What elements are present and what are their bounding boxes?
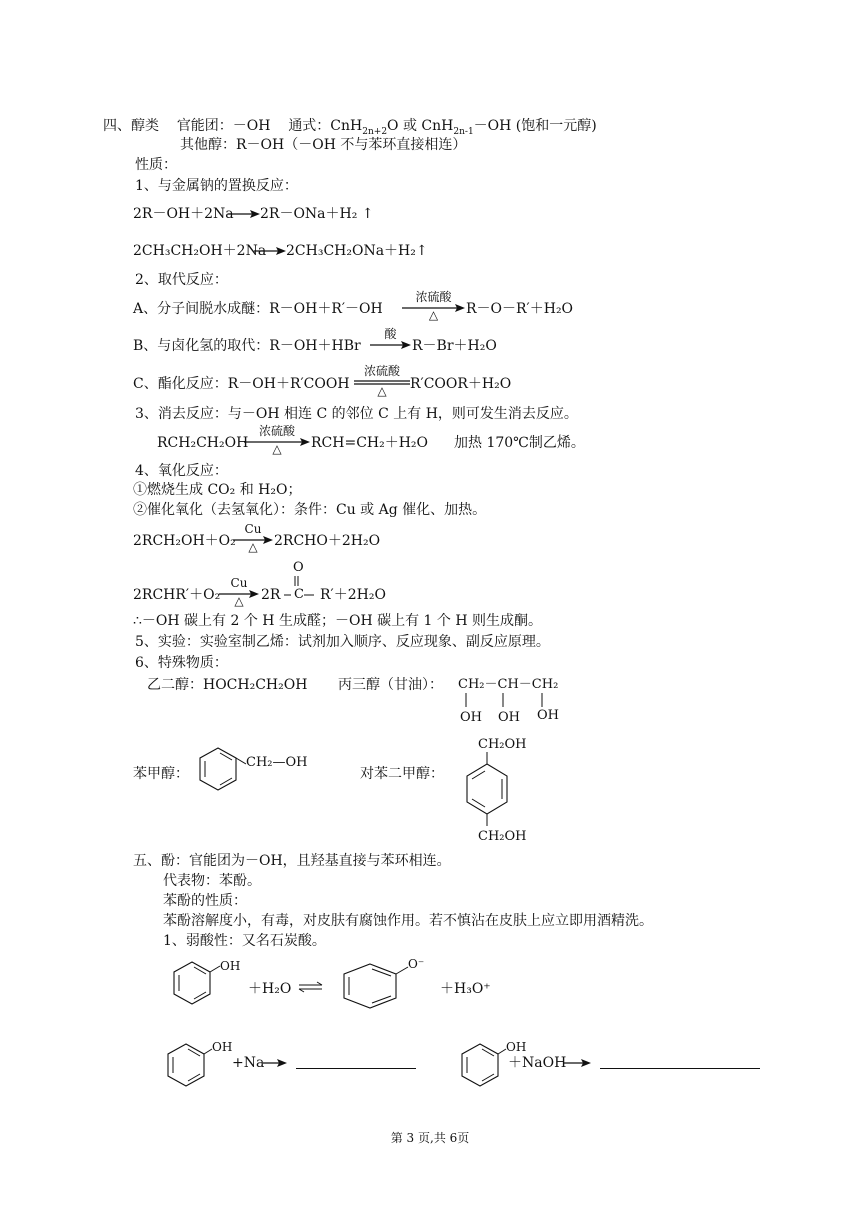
oxidation-2-left: 2RCHR′＋O₂ (133, 587, 221, 603)
phenol-properties-title: 苯酚的性质： (163, 893, 247, 909)
glycerol-bonds (458, 693, 568, 709)
eq2-left: 2CH₃CH₂OH＋2Na (133, 243, 267, 259)
page-footer: 第 3 页,共 6页 (390, 1131, 470, 1145)
glycerol-label: 丙三醇（甘油）： (338, 677, 443, 693)
phenol-ring-icon (460, 1040, 510, 1090)
oxidation-2-heat: △ (234, 594, 244, 608)
oxidation-2-catalyst: Cu (230, 576, 248, 590)
general-formula: 通式：CnH$_{2n+2}$O 或 CnH$_{2n-1}$－OH (饱和一元醇) (288, 118, 597, 137)
sodium-arrow (263, 1059, 287, 1067)
carbonyl-oxygen: O (293, 560, 304, 575)
naoh-arrow (563, 1059, 591, 1067)
plus-sodium: +Na (232, 1055, 265, 1071)
benzyl-group: CH₂—OH (246, 755, 308, 770)
oxidation-conclusion: ∴－OH 碳上有 2 个 H 生成醛；－OH 碳上有 1 个 H 则生成酮。 (133, 613, 543, 629)
functional-group: 官能团：－OH (176, 118, 271, 134)
p-xylylene-top-group: CH₂OH (478, 737, 527, 752)
phenol-oh-2: OH (212, 1040, 233, 1054)
phenol-oh-3: OH (506, 1040, 527, 1054)
reaction-c-heat: △ (377, 384, 387, 398)
glycerol-oh-1: OH (460, 710, 482, 725)
reaction-a-right: R－O－R′＋H₂O (466, 301, 574, 317)
plus-hydronium: ＋H₃O⁺ (440, 981, 491, 997)
reaction-4-item2: ②催化氧化（去氢氧化）：条件：Cu 或 Ag 催化、加热。 (133, 502, 487, 518)
reaction-1-title: 1、与金属钠的置换反应： (135, 178, 298, 194)
oxidation-1-heat: △ (248, 540, 258, 554)
reaction-a-left: A、分子间脱水成醚：R－OH＋R′－OH (133, 301, 383, 317)
glycerol-oh-3: OH (537, 708, 559, 723)
phenol-ring-icon (166, 1040, 216, 1090)
reaction-b-condition: 酸 (384, 327, 397, 341)
glycerol-oh-2: OH (498, 710, 520, 725)
glycerol-chain: CH₂－CH－CH₂ (458, 677, 559, 692)
reaction-c-condition: 浓硫酸 (363, 364, 400, 378)
alcohol-heading: 四、醇类 (103, 118, 159, 134)
reaction-3-condition: 浓硫酸 (258, 424, 295, 438)
oxidation-1-left: 2RCH₂OH＋O₂ (133, 533, 236, 549)
reaction-a-condition: 浓硫酸 (415, 290, 452, 304)
reaction-3-left: RCH₂CH₂OH (157, 435, 249, 451)
oxidation-1-catalyst: Cu (244, 522, 262, 536)
reaction-3-right: RCH=CH₂＋H₂O (311, 435, 429, 451)
sodium-answer-blank[interactable] (296, 1068, 416, 1069)
naoh-answer-blank[interactable] (600, 1068, 760, 1069)
other-alcohol: 其他醇：R－OH（－OH 不与苯环直接相连） (180, 137, 467, 153)
reaction-c-left: C、酯化反应：R－OH＋R′COOH (133, 376, 350, 392)
eq2-arrow (254, 247, 286, 255)
oxidation-1-right: 2RCHO＋2H₂O (274, 533, 381, 549)
reaction-4-title: 4、氧化反应： (135, 463, 228, 479)
carbonyl-carbon: C (294, 587, 304, 602)
reaction-3-arrow (244, 424, 310, 456)
reaction-b-left: B、与卤化氢的取代：R－OH＋HBr (133, 338, 361, 354)
oxidation-2-right-a: 2R (261, 587, 281, 603)
eq2-right: 2CH₃CH₂ONa＋H₂↑ (286, 243, 428, 259)
reaction-3-heat: △ (272, 442, 282, 456)
properties-label: 性质： (135, 157, 177, 173)
eq1-left: 2R－OH＋2Na (133, 206, 234, 222)
p-xylylene-glycol-label: 对苯二甲醇： (360, 766, 444, 782)
reaction-b-right: R－Br＋H₂O (412, 338, 497, 354)
equilibrium-arrow-icon (298, 981, 324, 993)
reaction-6-title: 6、特殊物质： (135, 655, 228, 671)
reaction-a-heat: △ (428, 308, 439, 322)
reaction-c-equilibrium (354, 364, 410, 398)
oxidation-2-arrow (219, 576, 259, 608)
phenoxide-o: O⁻ (408, 957, 425, 971)
reaction-a-arrow (402, 290, 465, 322)
oxidation-1-arrow (233, 522, 273, 554)
reaction-2-title: 2、取代反应： (135, 272, 228, 288)
phenol-ring-icon (172, 958, 224, 1008)
ethylene-glycol: 乙二醇：HOCH₂CH₂OH (147, 677, 308, 693)
benzene-ring-icon (462, 752, 512, 832)
phenol-oh-1: OH (220, 959, 241, 973)
reaction-4-item1: ①燃烧生成 CO₂ 和 H₂O； (133, 482, 302, 498)
reaction-3-title: 3、消去反应：与－OH 相连 C 的邻位 C 上有 H，则可发生消去反应。 (135, 406, 578, 422)
eq1-arrow (228, 210, 260, 218)
p-xylylene-bottom-group: CH₂OH (478, 829, 527, 844)
phenol-representative: 代表物：苯酚。 (163, 873, 261, 889)
eq1-right: 2R－ONa＋H₂ ↑ (260, 206, 374, 222)
oxidation-2-right-b: R′＋2H₂O (320, 587, 386, 603)
plus-water: ＋H₂O (248, 981, 292, 997)
reaction-b-arrow (370, 327, 411, 349)
phenol-description: 苯酚溶解度小，有毒，对皮肤有腐蚀作用。若不慎沾在皮肤上应立即用酒精洗。 (163, 913, 653, 929)
reaction-3-note: 加热 170℃制乙烯。 (454, 435, 585, 451)
reaction-5-title: 5、实验：实验室制乙烯：试剂加入顺序、反应现象、副反应原理。 (135, 634, 550, 650)
plus-naoh: ＋NaOH (508, 1055, 567, 1071)
benzyl-alcohol-label: 苯甲醇： (133, 766, 189, 782)
carbonyl-bonds (284, 576, 324, 600)
reaction-c-right: R′COOR＋H₂O (410, 376, 512, 392)
phenol-heading: 五、酚：官能团为－OH，且羟基直接与苯环相连。 (133, 853, 451, 869)
benzene-ring-icon (198, 744, 248, 798)
phenol-acidity-title: 1、弱酸性：又名石炭酸。 (163, 933, 326, 949)
phenoxide-ring-icon (340, 960, 440, 1012)
